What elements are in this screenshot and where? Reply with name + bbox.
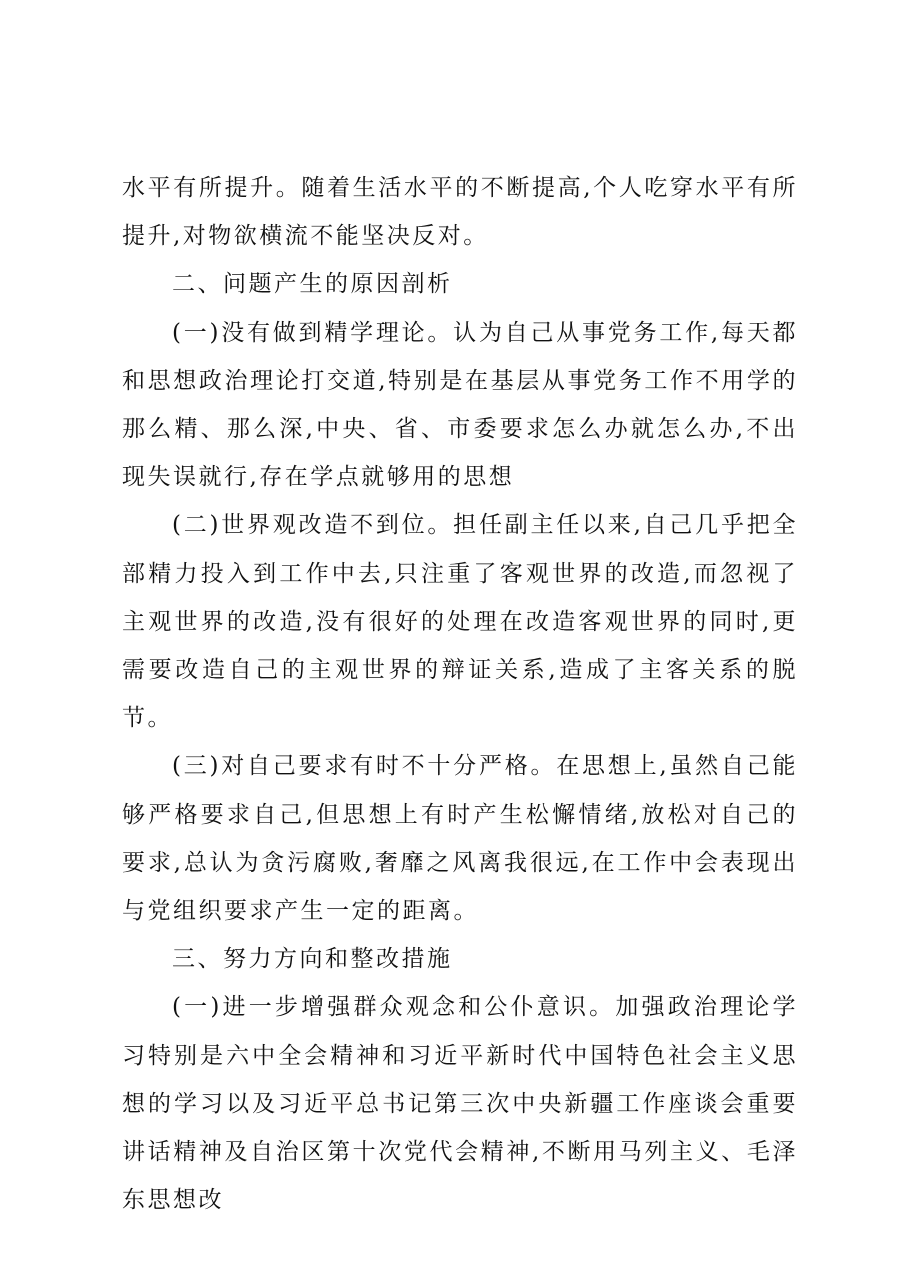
paragraph-cause-2: (二)世界观改造不到位。担任副主任以来,自己几乎把全部精力投入到工作中去,只注重了客观世界的改造,而忽视了主观世界的改造,没有很好的处理在改造客观世界的同时,更需要改造自己的主观世界的辩证关系,造成了主客关系的脱节。 [122,512,798,732]
document-body [122,164,798,1224]
paragraph-cause-3: (三)对自己要求有时不十分严格。在思想上,虽然自己能够严格要求自己,但思想上有时产生松懈情绪,放松对自己的要求,总认为贪污腐败,奢靡之风离我很远,在工作中会表现出与党组织要求产生一定的距离。 [122,753,798,925]
section-heading-causes: 二、问题产生的原因剖析 [172,271,453,298]
paragraph-cause-1: (一)没有做到精学理论。认为自己从事党务工作,每天都和思想政治理论打交道,特别是在基层从事党务工作不用学的那么精、那么深,中央、省、市委要求怎么办就怎么办,不出现失误就行,存在学点就够用的思想 [122,319,798,491]
paragraph-measure-1: (一)进一步增强群众观念和公仆意识。加强政治理论学习特别是六中全会精神和习近平新时代中国特色社会主义思想的学习以及习近平总书记第三次中央新疆工作座谈会重要讲话精神及自治区第十次党代会精神,不断用马列主义、毛泽东思想改 [122,994,798,1214]
paragraph-continuation: 水平有所提升。随着生活水平的不断提高,个人吃穿水平有所提升,对物欲横流不能坚决反对。 [122,175,798,250]
section-heading-measures: 三、努力方向和整改措施 [172,946,453,973]
